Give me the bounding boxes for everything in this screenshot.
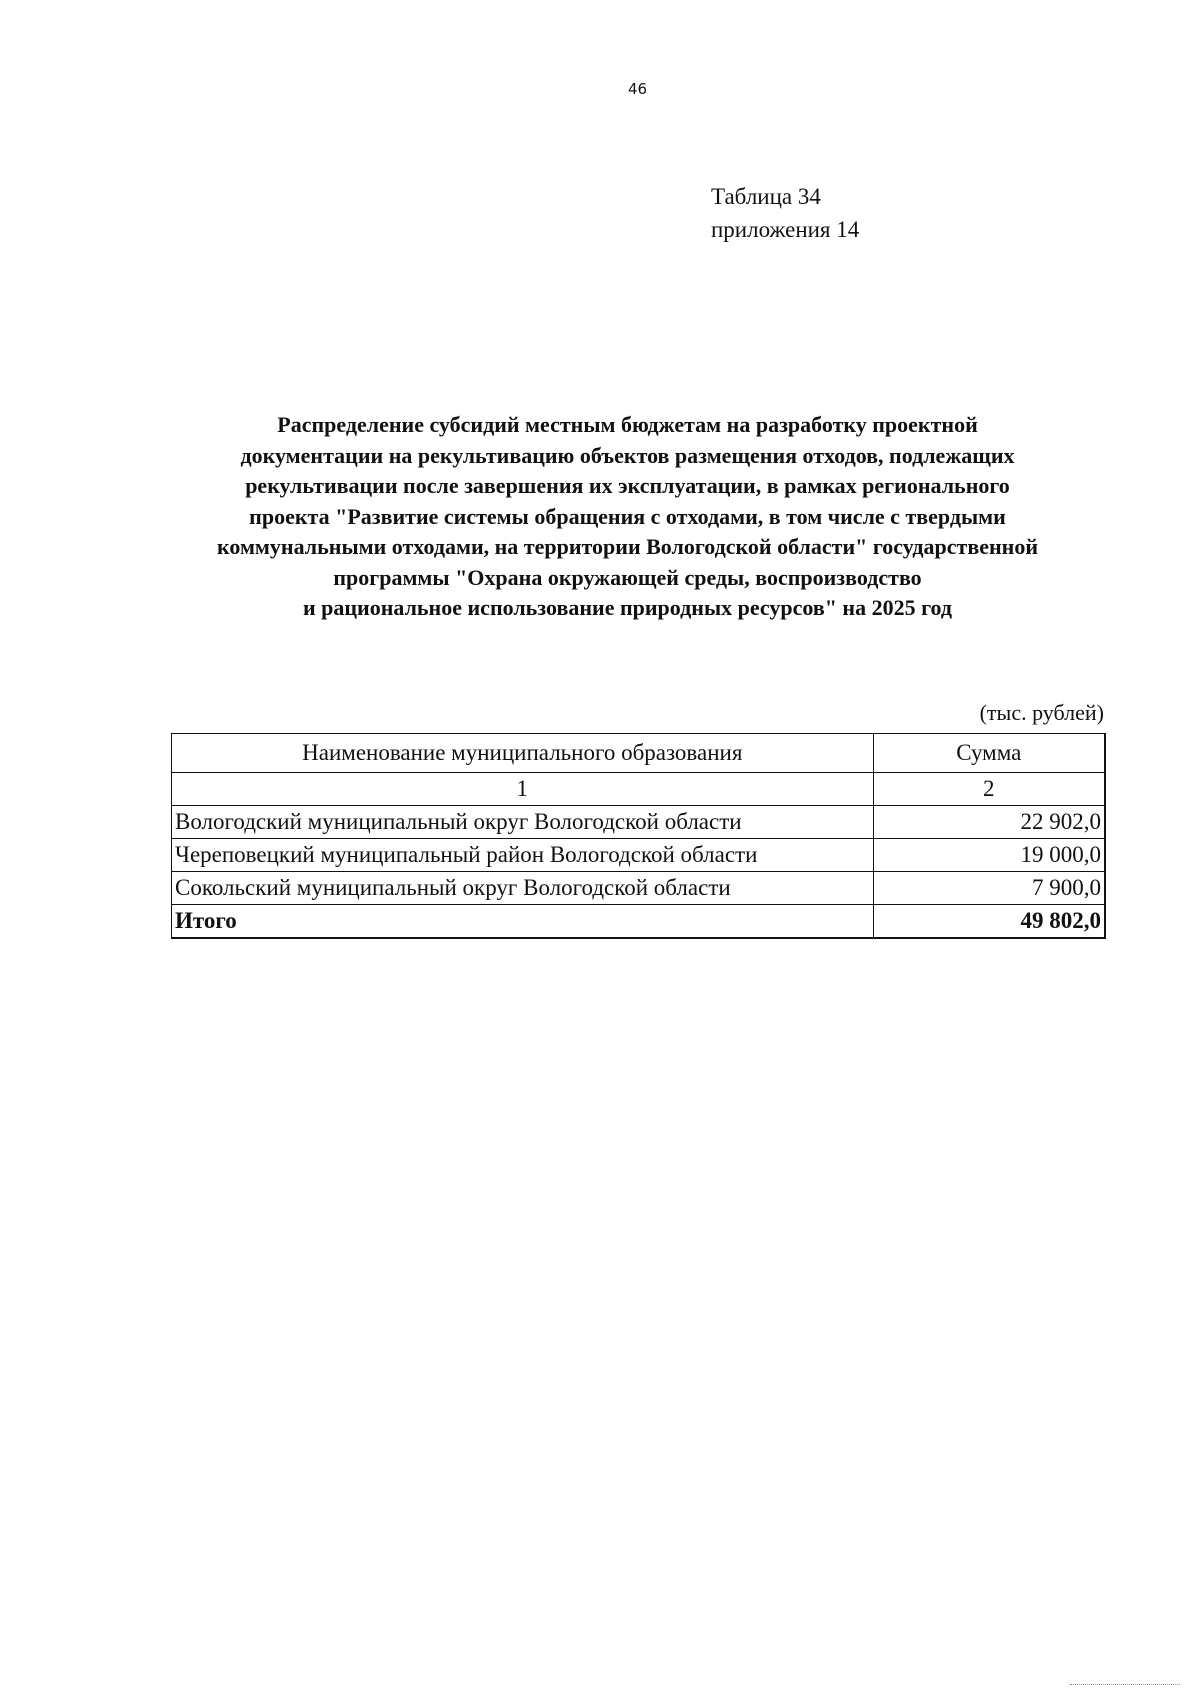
row-sum: 19 000,0 bbox=[873, 839, 1105, 872]
scan-edge-mark bbox=[1070, 1684, 1180, 1693]
row-sum: 7 900,0 bbox=[873, 872, 1105, 905]
header-municipality: Наименование муниципального образования bbox=[172, 734, 874, 773]
table-row bbox=[172, 872, 1106, 905]
row-municipality: Сокольский муниципальный округ Вологодской области bbox=[172, 872, 874, 905]
column-number-2: 2 bbox=[873, 773, 1105, 806]
row-sum: 22 902,0 bbox=[873, 806, 1105, 839]
subsidy-table bbox=[171, 733, 1106, 939]
title-line: проекта "Развитие системы обращения с отходами, в том числе с твердыми bbox=[249, 503, 1006, 529]
total-sum: 49 802,0 bbox=[873, 905, 1105, 939]
table-reference bbox=[711, 180, 859, 246]
row-municipality: Вологодский муниципальный округ Вологодской области bbox=[172, 806, 874, 839]
document-title bbox=[160, 410, 1095, 624]
title-line: и рациональное использование природных ресурсов" на 2025 год bbox=[302, 595, 953, 620]
page-number: 46 bbox=[627, 80, 648, 98]
title-line: программы "Охрана окружающей среды, воспроизводство bbox=[333, 564, 922, 590]
row-municipality: Череповецкий муниципальный район Вологодской области bbox=[172, 839, 874, 872]
column-number-1: 1 bbox=[172, 773, 874, 806]
title-line: коммунальными отходами, на территории Вологодской области" государственной bbox=[216, 534, 1038, 559]
table-row bbox=[172, 806, 1106, 839]
header-sum: Сумма bbox=[873, 734, 1105, 773]
table-reference-line-1: Таблица 34 bbox=[711, 184, 821, 209]
title-line: Распределение субсидий местным бюджетам на разработку проектной bbox=[277, 412, 978, 437]
title-line: рекультивации после завершения их эксплуатации, в рамках регионального bbox=[245, 473, 1010, 498]
table-row bbox=[172, 839, 1106, 872]
table-header-row bbox=[172, 734, 1106, 773]
column-number-row bbox=[172, 773, 1106, 806]
total-label: Итого bbox=[172, 905, 874, 939]
units-label: (тыс. рублей) bbox=[979, 700, 1104, 725]
total-row bbox=[172, 905, 1106, 939]
table-reference-line-2: приложения 14 bbox=[711, 217, 860, 242]
title-line: документации на рекультивацию объектов размещения отходов, подлежащих bbox=[240, 442, 1015, 468]
